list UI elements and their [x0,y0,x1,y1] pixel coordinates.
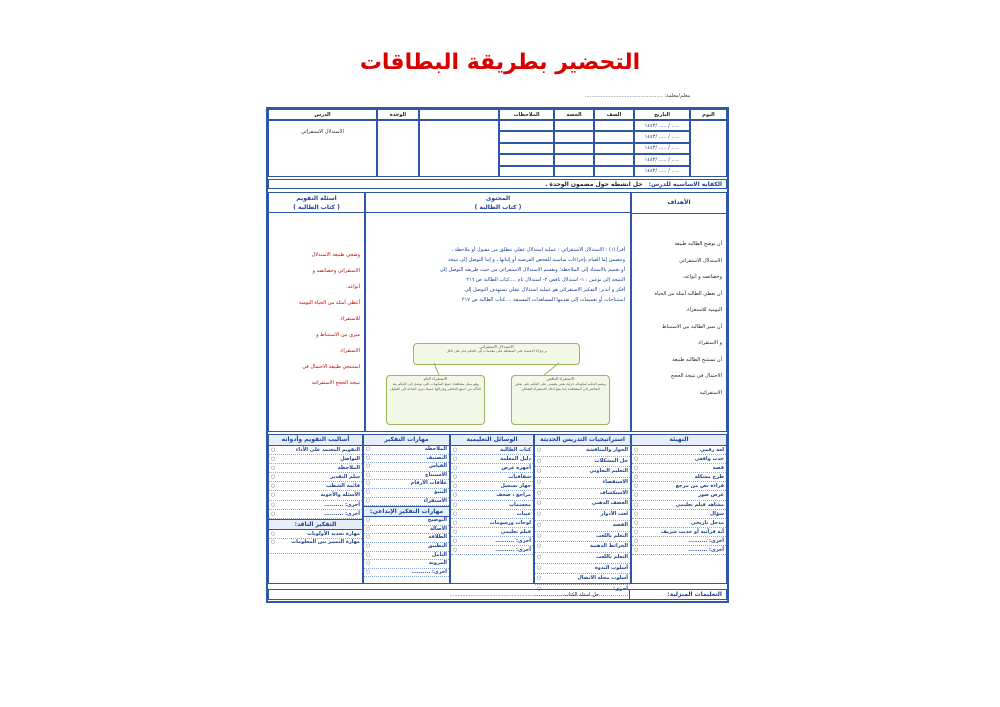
assessment-item[interactable]: سلم التقدير ○ [269,473,362,482]
content-line: أقرأ (١) : الاستدلال الاستقرائي : عملية استدلال عقلي تنطلق من مقبول أو ملاحظة ، [451,247,625,253]
creative-item[interactable]: التطبيق ○ [364,543,449,552]
warmup-list [632,446,726,555]
page-title: التحضير بطريقة البطاقات [359,50,641,75]
date-row: ..... / ..... /١٤٤٣ [634,166,690,177]
eval-line: استنتجي طبيعة الاحتمال في [302,364,360,370]
eval-column [268,192,365,432]
diagram-root-title: الاستدلال الاستقرائي [479,344,514,349]
thinking-column [363,434,450,584]
eval-line: أنواعه. [345,284,360,290]
strategies-header: استراتيجيات التدريس الحديثة [535,435,630,446]
aid-item[interactable]: مجسمات ○ [451,501,533,510]
creative-item[interactable]: المرونة ○ [364,560,449,569]
eval-subtitle: ( كتاب الطالبة ) [293,204,340,211]
warmup-item[interactable]: مدخل تاريخي ○ [632,519,726,528]
strategy-item[interactable]: الحوار والمناقشة ○ [535,446,630,457]
critical-item[interactable]: مهارة التمييز بين المعلومات ○ [269,539,362,554]
strategy-item[interactable]: أسلوب مجلة الاتصال ○ [535,574,630,585]
aid-item[interactable]: أخرى: .......... ○ [451,537,533,546]
eval-line: وضحي طبيعة الاستدلال [311,252,360,258]
header-unit: الوحدة [377,109,419,120]
goal-line: الاحتمال في نتيجة الحجج [670,373,722,379]
goals-header: الأهداف [632,193,726,214]
warmup-item[interactable]: قصة ○ [632,464,726,473]
thinking-item[interactable]: القياس ○ [364,463,449,472]
warmup-item[interactable]: طرح مشكلة ○ [632,473,726,482]
strategy-item[interactable]: أخرى: .......... ○ [535,585,630,596]
diagram-left-text: وهو يمثل مشاهدة جميع المكونات التي توصل إلى الحكم بعد التأكد من جميع العناصر وإدراكها جميعا بدون الحاجة إلى التعليل [390,382,481,391]
content-line: النتيجة إلى نوعين : ١- استدلال ناقص ٢- استدلال تام ....كتاب الطالبة ص ٢١٦ [466,277,625,283]
creative-item[interactable]: أخرى: .......... ○ [364,569,449,578]
aid-item[interactable]: لوحات ورسومات ○ [451,519,533,528]
strategy-item[interactable]: التعلم باللعب ○ [535,532,630,543]
warmup-column [631,434,727,584]
warmup-item[interactable]: أخرى: .......... ○ [632,546,726,555]
thinking-item[interactable]: الاستقراء ○ [364,498,449,507]
warmup-item[interactable]: قراءة نص من مرجع ○ [632,482,726,491]
strategy-item[interactable]: القصة ○ [535,521,630,532]
thinking-item[interactable]: الاستنتاج ○ [364,472,449,481]
content-column [365,192,631,432]
competency-label: الكفايه الاساسيه للدرس: [648,180,722,188]
warmup-item[interactable]: لغة رقمي ○ [632,446,726,455]
header-period: الحصة [554,109,594,120]
header-day: اليوم [690,109,727,120]
goal-line: أن تستنتج الطالبة طبيعة [672,356,722,363]
content-line: أو تعميم بالاستناد إلى الملاحظة؛ ويقسم الاستدلال الاستقرائي من حيث طريقة التوصل إلى [439,267,625,273]
goal-line: أن تعطي الطالبة أمثلة من الحياة [654,290,722,297]
goal-line: وخصائصه و أنواعه. [682,274,722,280]
date-row: ..... / ..... /١٤٤٣ [634,154,690,165]
warmup-header: التهيئة [632,435,726,446]
aid-item[interactable]: فيلم تعليمي ○ [451,528,533,537]
critical-item[interactable]: مهارة تحديد الأولويات ○ [269,530,362,539]
creative-item[interactable]: التوضيح ○ [364,517,449,526]
eval-title: اسئله التقويم [296,195,337,202]
date-row: ..... / ..... /١٤٤٣ [634,120,690,131]
strategy-item[interactable]: التعلم باللعب ○ [535,553,630,564]
aid-item[interactable]: أخرى: .......... ○ [451,546,533,555]
header-notes: الملاحظات [499,109,554,120]
content-line: وتتضمن إما القيام بإجراءات مناسبة للفحص الفرضية أو إثباتها ، و إما التوصل إلى نتيجة [447,257,625,263]
eval-line: أعطي أمثلة من الحياة اليومية [298,300,360,306]
thinking-item[interactable]: التنبؤ ○ [364,489,449,498]
aid-item[interactable]: عينات ○ [451,510,533,519]
eval-list [269,213,364,391]
strategy-item[interactable]: العصف الذهني ○ [535,499,630,510]
assessment-item[interactable]: الأسئلة والأجوبة ○ [269,491,362,500]
strategies-list [535,446,630,596]
homework-label: التعليمات المنزلية: [629,589,722,600]
goals-column [631,192,727,432]
content-subtitle: ( كتاب الطالبة ) [474,204,522,211]
header-lesson: الدرس [268,109,377,120]
aids-column [450,434,534,584]
assessment-header: أساليب التقويم وأدواته [269,435,362,446]
strategy-item[interactable]: حل المشكلات ○ [535,457,630,468]
date-row: ..... / ..... /١٤٤٣ [634,131,690,142]
goal-line: أن توضح الطالبة طبيعة [674,241,722,247]
aid-item[interactable]: جهاز تسجيل ○ [451,482,533,491]
lesson-card-sheet [266,107,729,603]
eval-line: نتيجة الحجج الاستقرائية [311,380,360,386]
homework-row [268,589,727,600]
assessment-item[interactable]: التقويم المعتمد على الأداء ○ [269,446,362,455]
assessment-list [269,446,362,554]
goal-line: و الاستقراء. [697,340,722,346]
eval-line: ميزي بين الاستنباط و [316,332,360,338]
diagram-root-text: يرجع إلا الاعتماد على المشاهد على مقدمات إلى الحكم عام على الكل [446,349,547,353]
diagram-right-text: ويضم الحكم لمكوناته جزئية يعني يقيسي على الحكم على بعض العناصر إلى المشاهدة كما يتبع لذلك الاستقراء الشكلي [515,382,606,391]
strategies-column [534,434,631,592]
goal-line: الاستقرائية [699,389,722,396]
warmup-item[interactable]: عرض صور ○ [632,491,726,500]
warmup-item[interactable]: أخرى: .......... ○ [632,537,726,546]
creative-item[interactable]: الأصالة ○ [364,526,449,535]
assessment-item[interactable]: الملاحظة ○ [269,464,362,473]
assessment-column [268,434,363,584]
eval-header [269,193,364,213]
thinking-item[interactable]: الملاحظة ○ [364,446,449,455]
warmup-item[interactable]: مشاهد فيلم تعليمي ○ [632,501,726,510]
competency-value: حل انشطه حول مضمون الوحدة . [545,180,643,188]
unit-cell [377,120,419,177]
diagram-arrows [364,193,630,433]
diagram-left-title: الاستقراء التام [423,376,448,381]
creative-thinking-header: مهارات التفكير الإبداعي: [364,506,449,517]
strategy-item[interactable]: الاستكشاف ○ [535,489,630,500]
header-date: التاريخ [634,109,690,120]
content-title: المحتوى [485,195,511,202]
warmup-item[interactable]: آية قرآنية أو حديث شريف ○ [632,528,726,537]
day-cells [690,120,727,177]
aid-item[interactable]: مراجع ، صحف ○ [451,491,533,500]
aid-item[interactable]: كتاب الطالبة ○ [451,446,533,455]
aid-item[interactable]: دليل المعلمة ○ [451,455,533,464]
goal-line: الاستدلال الاستقرائي [679,257,722,264]
assessment-item[interactable]: قائمة الشطب ○ [269,482,362,491]
thinking-item[interactable]: التصنيف ○ [364,455,449,464]
lesson-name: الاستدلال الاستقرائي [268,120,377,177]
goals-list [632,214,726,401]
header-class: الصف [594,109,634,120]
assessment-item[interactable]: التواصل ○ [269,455,362,464]
aid-item[interactable]: شفافيات ○ [451,473,533,482]
diagram-right-title: الاستقراء الناقص [546,376,575,381]
goal-line: أن تميز الطالبة بين الاستنباط [661,323,722,330]
eval-line: الاستقرائي وخصائصه و [312,268,360,274]
strategy-item[interactable]: الخرائط الذهنية ○ [535,542,630,553]
content-line: استنتاجات أو تعميمات إلى تقدمها المشاهدات المسبقة ....كتاب الطالبة ص ٢١٧ [461,297,625,303]
eval-line: الاستقراء. [339,348,360,354]
assessment-item[interactable]: أخرى: .......... ○ [269,501,362,510]
aids-list [451,446,533,555]
date-column [634,120,690,177]
strategy-item[interactable]: الاستقصاء ○ [535,478,630,489]
creative-item[interactable]: التأمل ○ [364,552,449,561]
assessment-item[interactable]: أخرى: .......... ○ [269,510,362,519]
warmup-item[interactable]: حدث واقعي ○ [632,455,726,464]
aid-item[interactable]: أجهزة عرض ○ [451,464,533,473]
competency-row [268,179,727,189]
teacher-label: معلم/معلمة: ................................................. [585,93,691,99]
strategy-item[interactable]: التعليم التعاوني ○ [535,467,630,478]
strategy-item[interactable]: لعب الأدوار ○ [535,510,630,521]
aids-header: الوسائل التعليمية [451,435,533,446]
thinking-header: مهارات التفكير [364,435,449,446]
header-blank [419,109,499,120]
strategy-item[interactable]: أسلوب الندوة ○ [535,564,630,575]
warmup-item[interactable]: سؤال ○ [632,510,726,519]
thinking-item[interactable]: علاقات الأرقام ○ [364,480,449,489]
class-period-notes-grid [499,120,634,177]
goal-line: اليومية للاستقراء. [685,307,722,313]
content-line: أفكر و أتدبر: التفكير الاستقرائي هو عملية استدلال عقلي تستهدف التوصل إلى [464,287,625,293]
eval-line: للاستقراء. [339,316,360,322]
date-row: ..... / ..... /١٤٤٣ [634,143,690,154]
homework-value: حل اسئلة الكتاب ....................................................................... [449,591,599,598]
critical-thinking-header: التفكير الناقد: [269,519,362,530]
creative-item[interactable]: الطلاقة ○ [364,534,449,543]
blank-cell [419,120,499,177]
thinking-list [364,446,449,577]
